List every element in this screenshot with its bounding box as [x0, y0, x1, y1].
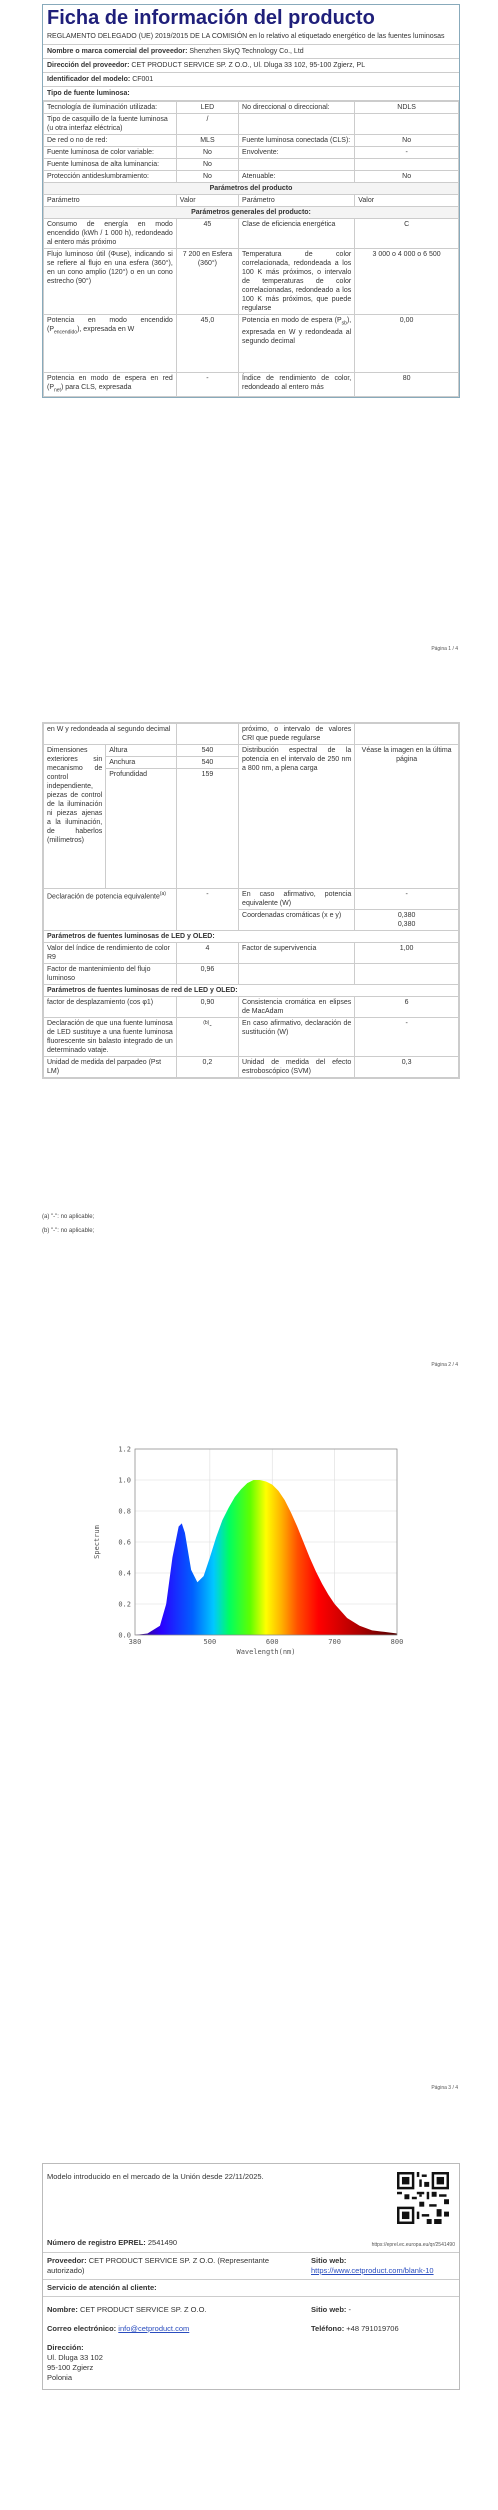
param-value: 7 200 en Esfera (360°) [176, 249, 238, 315]
email-link[interactable]: info@cetproduct.com [118, 2324, 190, 2333]
type-label: Tipo de casquillo de la fuente luminosa (u otra interfaz eléctrica) [44, 114, 177, 135]
y-tick-label: 0.0 [118, 1631, 131, 1640]
provider-label: Proveedor: [47, 2256, 87, 2265]
service-website-label: Sitio web: [311, 2305, 347, 2314]
contact-row [43, 2318, 459, 2337]
y-tick-label: 1.0 [118, 1476, 131, 1485]
service-name-row [43, 2297, 459, 2318]
eprel-label: Número de registro EPREL: [47, 2238, 146, 2247]
params-table-2 [43, 723, 459, 1078]
type-value: LED [176, 102, 238, 114]
phone-value: +48 791019706 [346, 2324, 399, 2333]
address-block [43, 2337, 459, 2389]
x-axis-label: Wavelength(nm) [236, 1648, 296, 1656]
param-row [44, 997, 459, 1018]
col-value: Valor [176, 195, 238, 207]
red-header: Parámetros de fuentes luminosas de red de LED y OLED: [44, 985, 459, 997]
intro-section [43, 2164, 459, 2253]
type-label: Tecnología de iluminación utilizada: [44, 102, 177, 114]
eprel-value: 2541490 [147, 2238, 178, 2247]
service-website-value: - [348, 2305, 352, 2314]
page-title: Ficha de información del producto [47, 7, 375, 29]
param-row [44, 373, 459, 397]
page-4 [0, 2125, 498, 2510]
type-label: Atenuable: [239, 171, 355, 183]
x-tick-label: 500 [203, 1638, 217, 1646]
address-line: Ul. Dluga 33 102 [47, 2353, 103, 2362]
param-row [44, 943, 459, 964]
website-link[interactable]: https://www.cetproduct.com/blank-10 [311, 2266, 434, 2275]
param-row [44, 315, 459, 373]
param-label: Clase de eficiencia energética [239, 219, 355, 249]
supplier-label: Nombre o marca comercial del proveedor: [47, 48, 188, 55]
param-label: factor de desplazamiento (cos φ1) [44, 997, 177, 1018]
spectrum-chart [87, 1435, 407, 1675]
dim-name: Profundidad [106, 769, 177, 889]
type-value: - [355, 147, 459, 159]
param-value: $^{(b)}$- [176, 1018, 238, 1057]
product-info-sheet [42, 4, 460, 398]
param-row [44, 219, 459, 249]
param-row [44, 964, 459, 985]
eprel-number-line [47, 2238, 177, 2248]
param-value: 3 000 o 4 000 o 6 500 [355, 249, 459, 315]
market-intro: Modelo introducido en el mercado de la Unión desde 22/11/2025. [47, 2172, 264, 2181]
param-value: 0,96 [176, 964, 238, 985]
param-value: - [355, 889, 459, 910]
type-value: No [355, 135, 459, 147]
type-label: Fuente luminosa de color variable: [44, 147, 177, 159]
type-row [44, 135, 459, 147]
type-label: De red o no de red: [44, 135, 177, 147]
type-row [44, 114, 459, 135]
param-label: Coordenadas cromáticas (x e y) [239, 910, 355, 931]
param-label: Potencia en modo de espera en red $(P_{net})$ para CLS, expresada [44, 373, 177, 397]
param-label: Potencia en modo de espera $(P_{sb})$, expresada en W y redondeada al segundo decimal [239, 315, 355, 373]
qr-code-icon[interactable] [397, 2172, 449, 2224]
type-value: NDLS [355, 102, 459, 114]
service-name-label: Nombre: [47, 2305, 78, 2314]
email-label: Correo electrónico: [47, 2324, 117, 2333]
spectrum-svg [87, 1435, 407, 1675]
param-label: Potencia en modo encendido $(P_{encendido})$, expresada en W [44, 315, 177, 373]
param-label: Declaración de potencia equivalente$^{(a)}$ [44, 889, 177, 931]
params-header: Parámetros del producto [44, 183, 459, 195]
param-label: En caso afirmativo, potencia equivalente (W) [239, 889, 355, 910]
page-number: Página 1 / 4 [431, 646, 458, 652]
general-header: Parámetros generales del producto: [44, 207, 459, 219]
param-value: - [176, 373, 238, 397]
param-label: Índice de rendimiento de color, redondeado al entero más [239, 373, 355, 397]
type-row [44, 171, 459, 183]
address-label: Dirección del proveedor: [47, 62, 130, 69]
type-value: MLS [176, 135, 238, 147]
dim-value: 159 [176, 769, 238, 889]
dims-label: Dimensiones exteriores sin mecanismo de control independiente, piezas de control de la iluminación ni piezas ajenas a la iluminación, de haberlos (milímetros) [44, 745, 106, 889]
provider-value: CET PRODUCT SERVICE SP. Z O.O. (Representante autorizado) [47, 2256, 270, 2275]
type-label: Fuente luminosa conectada (CLS): [239, 135, 355, 147]
service-header: Servicio de atención al cliente: [47, 2283, 157, 2292]
x-tick-label: 700 [328, 1638, 341, 1646]
param-value [355, 964, 459, 985]
param-value: 0,3 [355, 1057, 459, 1078]
param-label: En caso afirmativo, declaración de sustitución (W) [239, 1018, 355, 1057]
param-label: Factor de supervivencia [239, 943, 355, 964]
param-row [44, 249, 459, 315]
y-tick-label: 0.4 [118, 1569, 131, 1578]
param-label: Factor de mantenimiento del flujo luminoso [44, 964, 177, 985]
param-value: C [355, 219, 459, 249]
param-value: 4 [176, 943, 238, 964]
provider-cell [43, 2253, 307, 2279]
website-cell [307, 2253, 459, 2279]
address-value: CET PRODUCT SERVICE SP. Z O.O., Ul. Dluga 33 102, 95-100 Zgierz, PL [131, 62, 366, 69]
param-label: próximo, o intervalo de valores CRI que puede regularse [239, 724, 355, 745]
param-label: Flujo luminoso útil (Φuse), indicando si se refiere al flujo en una esfera (360°), en un cono amplio (120°) o en un cono estrecho (90°) [44, 249, 177, 315]
provider-row [43, 2253, 459, 2280]
y-tick-label: 1.2 [118, 1445, 131, 1454]
params-continued [42, 722, 460, 1079]
col-value: Valor [355, 195, 459, 207]
address-label: Dirección: [47, 2343, 84, 2352]
phone-cell [307, 2318, 459, 2337]
website-label: Sitio web: [311, 2256, 347, 2265]
led-header: Parámetros de fuentes luminosas de LED y OLED: [44, 931, 459, 943]
y-tick-label: 0.2 [118, 1600, 131, 1609]
page-number: Página 2 / 4 [431, 1362, 458, 1368]
type-header-row [43, 87, 459, 101]
param-value: 45 [176, 219, 238, 249]
page-1 [0, 0, 498, 660]
x-tick-label: 600 [265, 1638, 279, 1646]
param-label: Consumo de energía en modo encendido (kWh / 1 000 h), redondeado al entero más próximo [44, 219, 177, 249]
page-2 [0, 700, 498, 1390]
type-value: No [176, 171, 238, 183]
eprel-info-box [42, 2163, 460, 2390]
type-label: Fuente luminosa de alta luminancia: [44, 159, 177, 171]
address-row [43, 59, 459, 73]
regulation-text: REGLAMENTO DELEGADO (UE) 2019/2015 DE LA COMISIÓN en lo relativo al etiquetado energético de las fuentes luminosas [43, 31, 459, 45]
dim-value: 540 [176, 757, 238, 769]
param-label: Declaración de que una fuente luminosa de LED sustituye a una fuente luminosa fluorescente sin balasto integrado de un determinado vataje. [44, 1018, 177, 1057]
eprel-url[interactable]: https://eprel.ec.europa.eu/qr/2541490 [371, 2242, 455, 2248]
param-value: 6 [355, 997, 459, 1018]
model-row [43, 73, 459, 87]
param-value: 0,380 0,380 [355, 910, 459, 931]
params-col-headers [44, 195, 459, 207]
model-label: Identificador del modelo: [47, 76, 131, 83]
spd-label: Distribución espectral de la potencia en el intervalo de 250 nm a 800 nm, a plena carga [239, 745, 355, 889]
param-value: 0,2 [176, 1057, 238, 1078]
param-label: Unidad de medida del efecto estroboscópico (SVM) [239, 1057, 355, 1078]
param-value: - [355, 1018, 459, 1057]
y-axis-label: Spectrum [93, 1525, 101, 1559]
y-tick-label: 0.6 [118, 1538, 131, 1547]
service-name-cell [43, 2297, 307, 2318]
param-row [44, 1057, 459, 1078]
type-value [355, 159, 459, 171]
model-value: CF001 [132, 76, 154, 83]
type-value [355, 114, 459, 135]
type-label: Envolvente: [239, 147, 355, 159]
col-param: Parámetro [44, 195, 177, 207]
type-label [239, 159, 355, 171]
param-value: 0,90 [176, 997, 238, 1018]
supplier-value: Shenzhen SkyQ Technology Co., Ltd [189, 48, 304, 55]
param-value [355, 724, 459, 745]
service-website-cell [307, 2297, 459, 2318]
param-value: - [176, 889, 238, 931]
param-label: Temperatura de color correlacionada, redondeada a los 100 K más próximos, o intervalo de temperaturas de color correlacionadas, redondeado a los 100 K más próximos, que puede regularse [239, 249, 355, 315]
page-number: Página 3 / 4 [431, 2085, 458, 2091]
x-tick-label: 380 [128, 1638, 142, 1646]
supplier-row [43, 45, 459, 59]
email-cell [43, 2318, 307, 2337]
param-value: 0,00 [355, 315, 459, 373]
param-row [44, 724, 459, 745]
type-label [239, 114, 355, 135]
param-label: Valor del índice de rendimiento de color R9 [44, 943, 177, 964]
type-value: No [176, 147, 238, 159]
service-header-row [43, 2280, 459, 2297]
dim-name: Altura [106, 745, 177, 757]
x-tick-label: 800 [390, 1638, 404, 1646]
type-label: No direccional o direccional: [239, 102, 355, 114]
param-value: 80 [355, 373, 459, 397]
param-label: Consistencia cromática en elipses de MacAdam [239, 997, 355, 1018]
param-value [176, 724, 238, 745]
type-row [44, 159, 459, 171]
footnote-b: (b) "-": no aplicable; [42, 1228, 95, 1234]
type-row [44, 147, 459, 159]
address-line: 95-100 Zgierz [47, 2363, 94, 2372]
param-label: en W y redondeada al segundo decimal [44, 724, 177, 745]
param-value: 45,0 [176, 315, 238, 373]
param-label [239, 964, 355, 985]
param-value: 1,00 [355, 943, 459, 964]
param-row [44, 1018, 459, 1057]
y-tick-label: 0.8 [118, 1507, 131, 1516]
type-value: No [355, 171, 459, 183]
phone-label: Teléfono: [311, 2324, 345, 2333]
dim-value: 540 [176, 745, 238, 757]
address-line: Polonia [47, 2373, 73, 2382]
param-label: Unidad de medida del parpadeo (Pst LM) [44, 1057, 177, 1078]
dim-name: Anchura [106, 757, 177, 769]
param-row [44, 889, 459, 910]
type-label: Protección antideslumbramiento: [44, 171, 177, 183]
spd-value: Véase la imagen en la última página [355, 745, 459, 889]
service-name-value: CET PRODUCT SERVICE SP. Z O.O. [79, 2305, 207, 2314]
type-header: Tipo de fuente luminosa: [47, 90, 130, 97]
type-table [43, 101, 459, 397]
footnote-a: (a) "-": no aplicable; [42, 1214, 95, 1220]
dims-row [44, 745, 459, 757]
type-row [44, 102, 459, 114]
type-value: / [176, 114, 238, 135]
type-value: No [176, 159, 238, 171]
col-param: Parámetro [239, 195, 355, 207]
